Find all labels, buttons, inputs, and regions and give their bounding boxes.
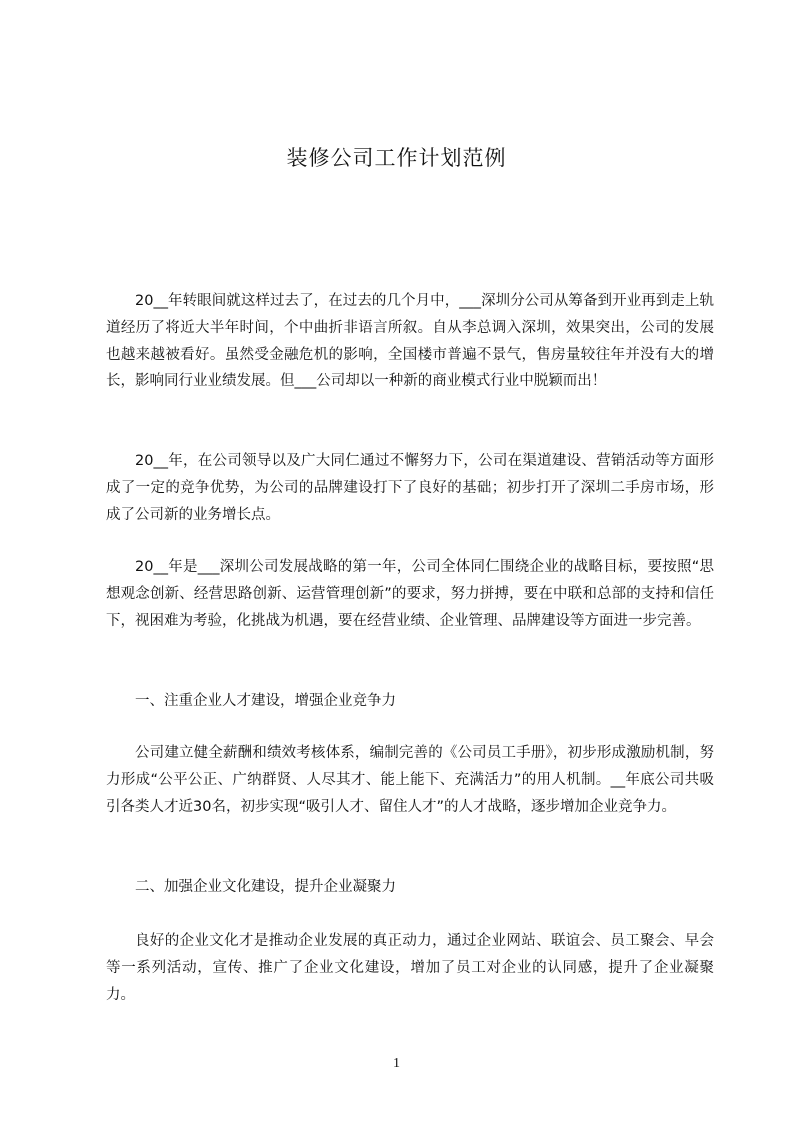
document-title: 装修公司工作计划范例 (286, 146, 507, 170)
section-heading-talent: 一、注重企业人才建设，增强企业竞争力 (135, 693, 396, 709)
paragraph-culture: 良好的企业文化才是推动企业发展的真正动力，通过企业网站、联谊会、员工聚会、早会等一系列活动，宣传、推广了企业文化建设，增加了员工对企业的认同感，提升了企业凝聚力。 (106, 933, 714, 1003)
paragraph-achievements: 20__年，在公司领导以及广大同仁通过不懈努力下，公司在渠道建设、营销活动等方面形成了一定的竞争优势，为公司的品牌建设打下了良好的基础；初步打开了深圳二手房市场，形成了公司新的业务增长点。 (106, 453, 714, 523)
section-heading-culture: 二、加强企业文化建设，提升企业凝聚力 (135, 879, 396, 895)
paragraph-strategy: 20__年是___深圳公司发展战略的第一年，公司全体同仁围绕企业的战略目标，要按照“思想观念创新、经营思路创新、运营管理创新”的要求，努力拼搏，要在中联和总部的支持和信任下，视困难为考验，化挑战为机遇，要在经营业绩、企业管理、品牌建设等方面进一步完善。 (106, 559, 714, 629)
page-number: 1 (393, 1056, 400, 1071)
paragraph-talent: 公司建立健全薪酬和绩效考核体系，编制完善的《公司员工手册》，初步形成激励机制，努力形成“公平公正、广纳群贤、人尽其才、能上能下、充满活力”的用人机制。__年底公司共吸引各类人才近30名，初步实现“吸引人才、留住人才”的人才战略，逐步增加企业竞争力。 (106, 745, 714, 815)
paragraph-intro: 20__年转眼间就这样过去了，在过去的几个月中，___深圳分公司从筹备到开业再到走上轨道经历了将近大半年时间，个中曲折非语言所叙。自从李总调入深圳，效果突出，公司的发展也越来越被看好。虽然受金融危机的影响，全国楼市普遍不景气，售房量较往年并没有大的增长，影响同行业业绩发展。但___公司却以一种新的商业模式行业中脱颖而出！ (106, 293, 714, 390)
